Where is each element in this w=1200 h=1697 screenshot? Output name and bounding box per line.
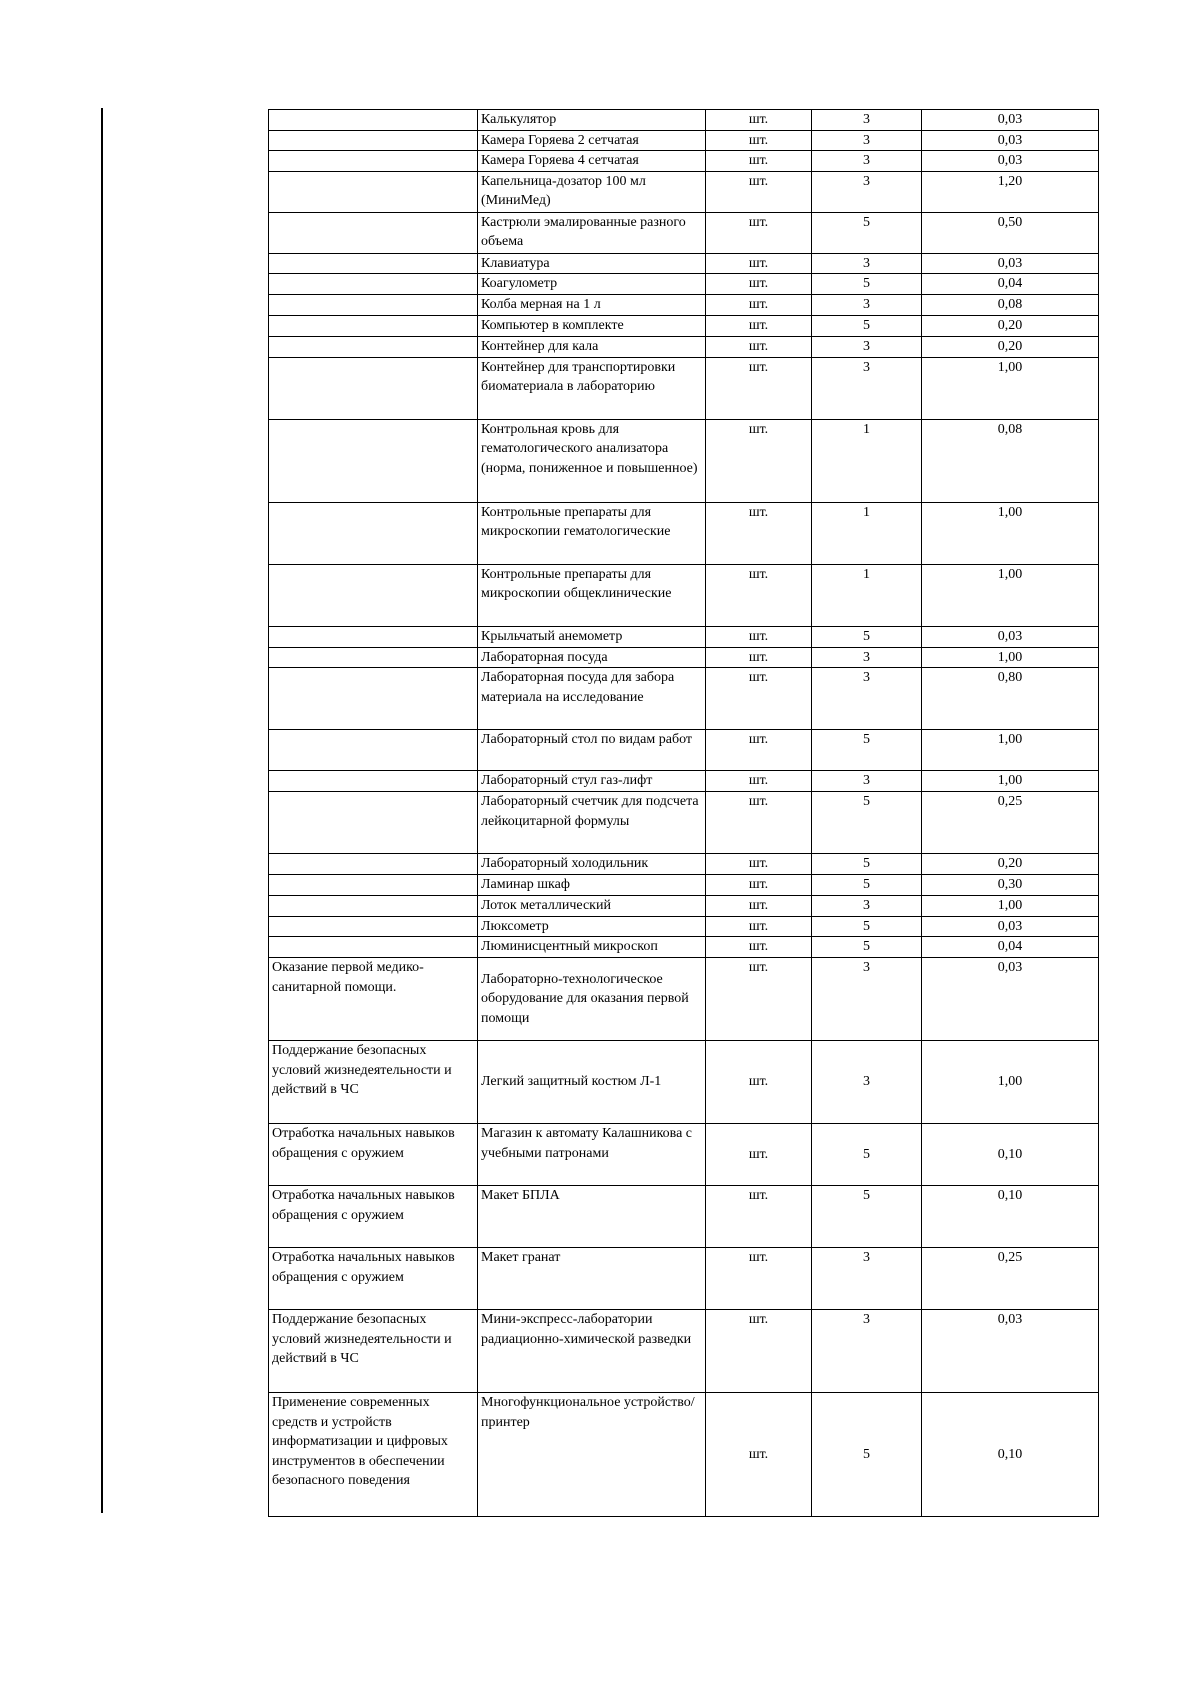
table-row xyxy=(269,1041,1099,1124)
item-name-cell: Колба мерная на 1 л xyxy=(478,295,706,316)
category-cell: Отработка начальных навыков обращения с оружием xyxy=(269,1124,478,1186)
quantity-cell: 5 xyxy=(812,626,922,647)
norm-cell: 0,03 xyxy=(922,130,1099,151)
item-name-cell: Клавиатура xyxy=(478,253,706,274)
category-cell xyxy=(269,357,478,419)
category-cell xyxy=(269,212,478,253)
table-row xyxy=(269,916,1099,937)
quantity-cell: 5 xyxy=(812,1393,922,1517)
quantity-cell: 1 xyxy=(812,564,922,626)
quantity-cell: 5 xyxy=(812,730,922,771)
item-name-cell: Контрольные препараты для микроскопии гематологические xyxy=(478,502,706,564)
norm-cell: 1,00 xyxy=(922,502,1099,564)
table-row xyxy=(269,854,1099,875)
unit-cell: шт. xyxy=(706,419,812,502)
category-cell xyxy=(269,502,478,564)
table-row xyxy=(269,937,1099,958)
norm-cell: 0,03 xyxy=(922,151,1099,172)
item-name-cell: Лабораторный счетчик для подсчета лейкоцитарной формулы xyxy=(478,792,706,854)
table-row xyxy=(269,337,1099,358)
quantity-cell: 5 xyxy=(812,1186,922,1248)
unit-cell: шт. xyxy=(706,110,812,131)
unit-cell: шт. xyxy=(706,502,812,564)
category-cell xyxy=(269,110,478,131)
item-name-cell: Контейнер для кала xyxy=(478,337,706,358)
unit-cell: шт. xyxy=(706,771,812,792)
quantity-cell: 5 xyxy=(812,937,922,958)
table-row xyxy=(269,130,1099,151)
unit-cell: шт. xyxy=(706,357,812,419)
category-cell xyxy=(269,130,478,151)
quantity-cell: 3 xyxy=(812,895,922,916)
category-cell xyxy=(269,295,478,316)
quantity-cell: 3 xyxy=(812,668,922,730)
table-row xyxy=(269,771,1099,792)
category-cell: Поддержание безопасных условий жизнедеятельности и действий в ЧС xyxy=(269,1041,478,1124)
unit-cell: шт. xyxy=(706,1041,812,1124)
item-name-cell: Камера Горяева 2 сетчатая xyxy=(478,130,706,151)
norm-cell: 0,03 xyxy=(922,1310,1099,1393)
category-cell xyxy=(269,916,478,937)
quantity-cell: 3 xyxy=(812,647,922,668)
quantity-cell: 5 xyxy=(812,916,922,937)
table-row xyxy=(269,316,1099,337)
unit-cell: шт. xyxy=(706,316,812,337)
category-cell xyxy=(269,937,478,958)
category-cell xyxy=(269,316,478,337)
category-cell xyxy=(269,151,478,172)
item-name-cell: Лабораторный стул газ-лифт xyxy=(478,771,706,792)
item-name-cell: Магазин к автомату Калашникова с учебными патронами xyxy=(478,1124,706,1186)
category-cell: Отработка начальных навыков обращения с оружием xyxy=(269,1248,478,1310)
norm-cell: 0,20 xyxy=(922,337,1099,358)
norm-cell: 0,25 xyxy=(922,792,1099,854)
norm-cell: 0,03 xyxy=(922,958,1099,1041)
item-name-cell: Калькулятор xyxy=(478,110,706,131)
norm-cell: 0,80 xyxy=(922,668,1099,730)
table-row xyxy=(269,419,1099,502)
unit-cell: шт. xyxy=(706,1124,812,1186)
category-cell: Поддержание безопасных условий жизнедеятельности и действий в ЧС xyxy=(269,1310,478,1393)
unit-cell: шт. xyxy=(706,564,812,626)
table-row xyxy=(269,730,1099,771)
table-row xyxy=(269,1186,1099,1248)
quantity-cell: 3 xyxy=(812,1041,922,1124)
unit-cell: шт. xyxy=(706,253,812,274)
category-cell xyxy=(269,875,478,896)
quantity-cell: 5 xyxy=(812,316,922,337)
table-row xyxy=(269,212,1099,253)
norm-cell: 0,03 xyxy=(922,916,1099,937)
quantity-cell: 1 xyxy=(812,419,922,502)
item-name-cell: Контрольная кровь для гематологического анализатора (норма, пониженное и повышенное) xyxy=(478,419,706,502)
item-name-cell: Крыльчатый анемометр xyxy=(478,626,706,647)
table-row xyxy=(269,253,1099,274)
table-row xyxy=(269,1124,1099,1186)
item-name-cell: Лабораторная посуда xyxy=(478,647,706,668)
table-row xyxy=(269,151,1099,172)
table-row xyxy=(269,958,1099,1041)
category-cell: Оказание первой медико-санитарной помощи. xyxy=(269,958,478,1041)
table-row xyxy=(269,875,1099,896)
quantity-cell: 3 xyxy=(812,171,922,212)
unit-cell: шт. xyxy=(706,212,812,253)
category-cell xyxy=(269,668,478,730)
norm-cell: 1,00 xyxy=(922,1041,1099,1124)
quantity-cell: 3 xyxy=(812,130,922,151)
item-name-cell: Легкий защитный костюм Л-1 xyxy=(478,1041,706,1124)
category-cell xyxy=(269,337,478,358)
category-cell xyxy=(269,253,478,274)
norm-cell: 0,50 xyxy=(922,212,1099,253)
equipment-table xyxy=(268,109,1099,1517)
norm-cell: 0,10 xyxy=(922,1186,1099,1248)
quantity-cell: 5 xyxy=(812,1124,922,1186)
unit-cell: шт. xyxy=(706,792,812,854)
item-name-cell: Люксометр xyxy=(478,916,706,937)
norm-cell: 0,25 xyxy=(922,1248,1099,1310)
category-cell xyxy=(269,564,478,626)
unit-cell: шт. xyxy=(706,295,812,316)
norm-cell: 1,00 xyxy=(922,647,1099,668)
norm-cell: 0,04 xyxy=(922,937,1099,958)
table-row xyxy=(269,668,1099,730)
norm-cell: 1,00 xyxy=(922,730,1099,771)
item-name-cell: Макет гранат xyxy=(478,1248,706,1310)
table-row xyxy=(269,274,1099,295)
category-cell xyxy=(269,647,478,668)
unit-cell: шт. xyxy=(706,875,812,896)
norm-cell: 0,30 xyxy=(922,875,1099,896)
table-row xyxy=(269,1310,1099,1393)
unit-cell: шт. xyxy=(706,958,812,1041)
quantity-cell: 3 xyxy=(812,357,922,419)
quantity-cell: 5 xyxy=(812,854,922,875)
unit-cell: шт. xyxy=(706,1248,812,1310)
norm-cell: 0,08 xyxy=(922,419,1099,502)
category-cell xyxy=(269,626,478,647)
item-name-cell: Лабораторно-технологическое оборудование для оказания первой помощи xyxy=(478,958,706,1041)
norm-cell: 1,00 xyxy=(922,564,1099,626)
unit-cell: шт. xyxy=(706,668,812,730)
quantity-cell: 5 xyxy=(812,875,922,896)
item-name-cell: Лабораторный холодильник xyxy=(478,854,706,875)
norm-cell: 0,03 xyxy=(922,626,1099,647)
table-row xyxy=(269,295,1099,316)
quantity-cell: 3 xyxy=(812,771,922,792)
category-cell xyxy=(269,274,478,295)
category-cell xyxy=(269,792,478,854)
quantity-cell: 3 xyxy=(812,958,922,1041)
item-name-cell: Лабораторный стол по видам работ xyxy=(478,730,706,771)
item-name-cell: Лабораторная посуда для забора материала на исследование xyxy=(478,668,706,730)
unit-cell: шт. xyxy=(706,1393,812,1517)
norm-cell: 1,00 xyxy=(922,895,1099,916)
table-row xyxy=(269,357,1099,419)
table-row xyxy=(269,110,1099,131)
unit-cell: шт. xyxy=(706,1186,812,1248)
item-name-cell: Коагулометр xyxy=(478,274,706,295)
item-name-cell: Мини-экспресс-лаборатории радиационно-химической разведки xyxy=(478,1310,706,1393)
item-name-cell: Компьютер в комплекте xyxy=(478,316,706,337)
quantity-cell: 3 xyxy=(812,110,922,131)
item-name-cell: Кастрюли эмалированные разного объема xyxy=(478,212,706,253)
norm-cell: 0,03 xyxy=(922,253,1099,274)
table-row xyxy=(269,895,1099,916)
norm-cell: 0,20 xyxy=(922,316,1099,337)
unit-cell: шт. xyxy=(706,895,812,916)
quantity-cell: 3 xyxy=(812,337,922,358)
table-row xyxy=(269,171,1099,212)
item-name-cell: Лоток металлический xyxy=(478,895,706,916)
unit-cell: шт. xyxy=(706,626,812,647)
table-row xyxy=(269,626,1099,647)
item-name-cell: Ламинар шкаф xyxy=(478,875,706,896)
quantity-cell: 3 xyxy=(812,151,922,172)
norm-cell: 1,00 xyxy=(922,357,1099,419)
category-cell xyxy=(269,419,478,502)
category-cell xyxy=(269,730,478,771)
item-name-cell: Макет БПЛА xyxy=(478,1186,706,1248)
item-name-cell: Капельница-дозатор 100 мл (МиниМед) xyxy=(478,171,706,212)
category-cell: Отработка начальных навыков обращения с оружием xyxy=(269,1186,478,1248)
unit-cell: шт. xyxy=(706,937,812,958)
category-cell xyxy=(269,171,478,212)
quantity-cell: 3 xyxy=(812,253,922,274)
item-name-cell: Многофункциональное устройство/принтер xyxy=(478,1393,706,1517)
table-row xyxy=(269,564,1099,626)
table-row xyxy=(269,1248,1099,1310)
unit-cell: шт. xyxy=(706,647,812,668)
unit-cell: шт. xyxy=(706,1310,812,1393)
quantity-cell: 5 xyxy=(812,212,922,253)
unit-cell: шт. xyxy=(706,130,812,151)
table-row xyxy=(269,647,1099,668)
item-name-cell: Камера Горяева 4 сетчатая xyxy=(478,151,706,172)
quantity-cell: 5 xyxy=(812,792,922,854)
norm-cell: 1,00 xyxy=(922,771,1099,792)
item-name-cell: Контейнер для транспортировки биоматериала в лабораторию xyxy=(478,357,706,419)
category-cell xyxy=(269,895,478,916)
unit-cell: шт. xyxy=(706,171,812,212)
unit-cell: шт. xyxy=(706,274,812,295)
table-row xyxy=(269,502,1099,564)
quantity-cell: 5 xyxy=(812,274,922,295)
norm-cell: 0,20 xyxy=(922,854,1099,875)
quantity-cell: 3 xyxy=(812,1310,922,1393)
category-cell xyxy=(269,854,478,875)
item-name-cell: Люминисцентный микроскоп xyxy=(478,937,706,958)
margin-line xyxy=(101,108,103,1513)
norm-cell: 0,04 xyxy=(922,274,1099,295)
quantity-cell: 3 xyxy=(812,295,922,316)
table-row xyxy=(269,792,1099,854)
table-row xyxy=(269,1393,1099,1517)
unit-cell: шт. xyxy=(706,337,812,358)
quantity-cell: 1 xyxy=(812,502,922,564)
unit-cell: шт. xyxy=(706,916,812,937)
norm-cell: 0,10 xyxy=(922,1124,1099,1186)
unit-cell: шт. xyxy=(706,854,812,875)
table-body xyxy=(269,110,1099,1517)
category-cell xyxy=(269,771,478,792)
quantity-cell: 3 xyxy=(812,1248,922,1310)
unit-cell: шт. xyxy=(706,151,812,172)
norm-cell: 0,08 xyxy=(922,295,1099,316)
category-cell: Применение современных средств и устройств информатизации и цифровых инструментов в обеспечении безопасного поведения xyxy=(269,1393,478,1517)
norm-cell: 1,20 xyxy=(922,171,1099,212)
norm-cell: 0,10 xyxy=(922,1393,1099,1517)
unit-cell: шт. xyxy=(706,730,812,771)
norm-cell: 0,03 xyxy=(922,110,1099,131)
item-name-cell: Контрольные препараты для микроскопии общеклинические xyxy=(478,564,706,626)
